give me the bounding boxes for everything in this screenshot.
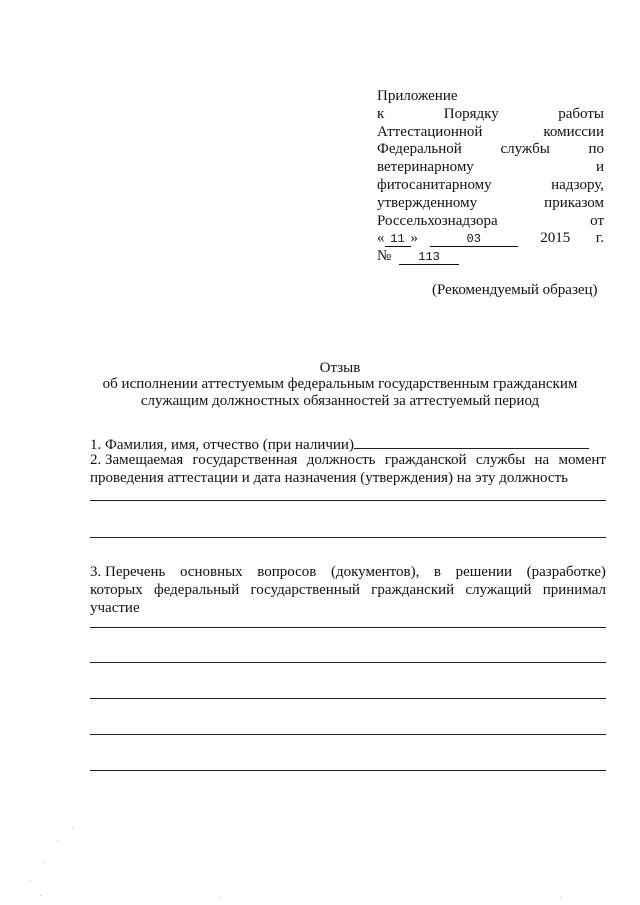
- appendix-line: [377, 159, 604, 177]
- item-2-word: на: [534, 452, 550, 468]
- appendix-word: к: [377, 105, 385, 122]
- item-3-paragraph: [90, 563, 606, 617]
- item-2-word: 2. Замещаемая: [90, 452, 184, 468]
- recommended-sample-label: (Рекомендуемый образец): [432, 282, 598, 298]
- date-open-quote: «: [377, 230, 385, 247]
- appendix-line: [377, 88, 604, 106]
- item-3-word: (документов),: [330, 564, 420, 580]
- appendix-line: [377, 213, 604, 231]
- item-1-label: 1. Фамилия, имя, отчество (при наличии): [90, 437, 354, 453]
- appendix-number-line: [377, 248, 604, 266]
- date-day-value: 11: [385, 232, 411, 247]
- item-3-answer-line[interactable]: [90, 770, 606, 771]
- item-2-paragraph: [90, 451, 606, 487]
- appendix-word: Порядку: [443, 105, 499, 122]
- item-2-answer-line[interactable]: [90, 537, 606, 538]
- item-3-word: государственный: [250, 582, 360, 598]
- item-2-answer-line[interactable]: [90, 500, 606, 501]
- appendix-line: [377, 141, 604, 159]
- number-label: №: [377, 248, 392, 265]
- item-2-word: гражданской: [384, 452, 467, 468]
- appendix-word: комиссии: [543, 123, 604, 140]
- item-3-word: которых: [90, 582, 143, 598]
- item-3-line-3: участие: [90, 600, 140, 616]
- scan-speck: [40, 895, 41, 896]
- item-2-line-1: [90, 451, 606, 469]
- appendix-word: службы: [500, 141, 550, 158]
- item-3-answer-line[interactable]: [90, 627, 606, 628]
- item-3-line-1: [90, 563, 606, 581]
- appendix-line: [377, 177, 604, 195]
- appendix-word: Россельхознадзора: [377, 212, 498, 229]
- appendix-word: Федеральной: [377, 141, 462, 158]
- item-3-word: (разработке): [526, 564, 606, 580]
- document-subtitle-line-2: служащим должностных обязанностей за аттестуемый период: [140, 393, 540, 409]
- item-1-fill-line[interactable]: [354, 434, 589, 449]
- appendix-word: и: [595, 159, 604, 176]
- item-3-answer-line[interactable]: [90, 734, 606, 735]
- document-title: Отзыв: [319, 360, 361, 376]
- item-3-word: федеральный: [154, 582, 240, 598]
- date-year-suffix: г.: [595, 230, 604, 247]
- date-close-quote: »: [410, 230, 418, 247]
- item-2-word: момент: [558, 452, 606, 468]
- item-3-word: в: [433, 564, 442, 580]
- item-3-line-2: [90, 581, 606, 599]
- appendix-word: работы: [558, 105, 604, 122]
- date-field-group: [377, 230, 518, 248]
- date-year: 2015: [540, 230, 571, 247]
- appendix-word: надзору,: [551, 176, 604, 193]
- item-2-word: государственная: [192, 452, 298, 468]
- scan-speck: [560, 897, 561, 898]
- appendix-word: фитосанитарному: [377, 176, 492, 193]
- appendix-word: приказом: [544, 194, 604, 211]
- appendix-block: [377, 88, 604, 266]
- item-3-word: вопросов: [257, 564, 317, 580]
- item-3-word: гражданский: [371, 582, 455, 598]
- scan-speck: [58, 840, 59, 841]
- appendix-word: по: [588, 141, 604, 158]
- appendix-date-line: [377, 230, 604, 248]
- document-subtitle-line-1: об исполнении аттестуемым федеральным государственным гражданским: [102, 376, 578, 392]
- item-3-answer-line[interactable]: [90, 698, 606, 699]
- appendix-line: [377, 106, 604, 124]
- appendix-word: утвержденному: [377, 194, 478, 211]
- item-2-line-2: проведения аттестации и дата назначения (утверждения) на эту должность: [90, 470, 568, 486]
- appendix-line: [377, 124, 604, 142]
- item-3-word: основных: [179, 564, 243, 580]
- scan-speck: [72, 828, 73, 829]
- item-3-answer-line[interactable]: [90, 662, 606, 663]
- scan-speck: [44, 862, 45, 863]
- date-year-group: [540, 230, 604, 248]
- item-2-word: должность: [306, 452, 376, 468]
- scan-speck: [30, 880, 31, 881]
- item-3-word: решении: [455, 564, 513, 580]
- appendix-word: ветеринарному: [377, 159, 474, 176]
- date-month-value: 03: [430, 232, 518, 247]
- item-3-word: служащий: [465, 582, 532, 598]
- item-3-word: принимал: [542, 582, 606, 598]
- item-2-word: службы: [475, 452, 526, 468]
- appendix-line: [377, 195, 604, 213]
- appendix-word: от: [590, 212, 604, 229]
- appendix-word: Приложение: [377, 88, 458, 104]
- number-value: 113: [399, 250, 459, 265]
- scan-speck: [220, 897, 221, 898]
- appendix-word: Аттестационной: [377, 123, 483, 140]
- item-3-word: 3. Перечень: [90, 564, 166, 580]
